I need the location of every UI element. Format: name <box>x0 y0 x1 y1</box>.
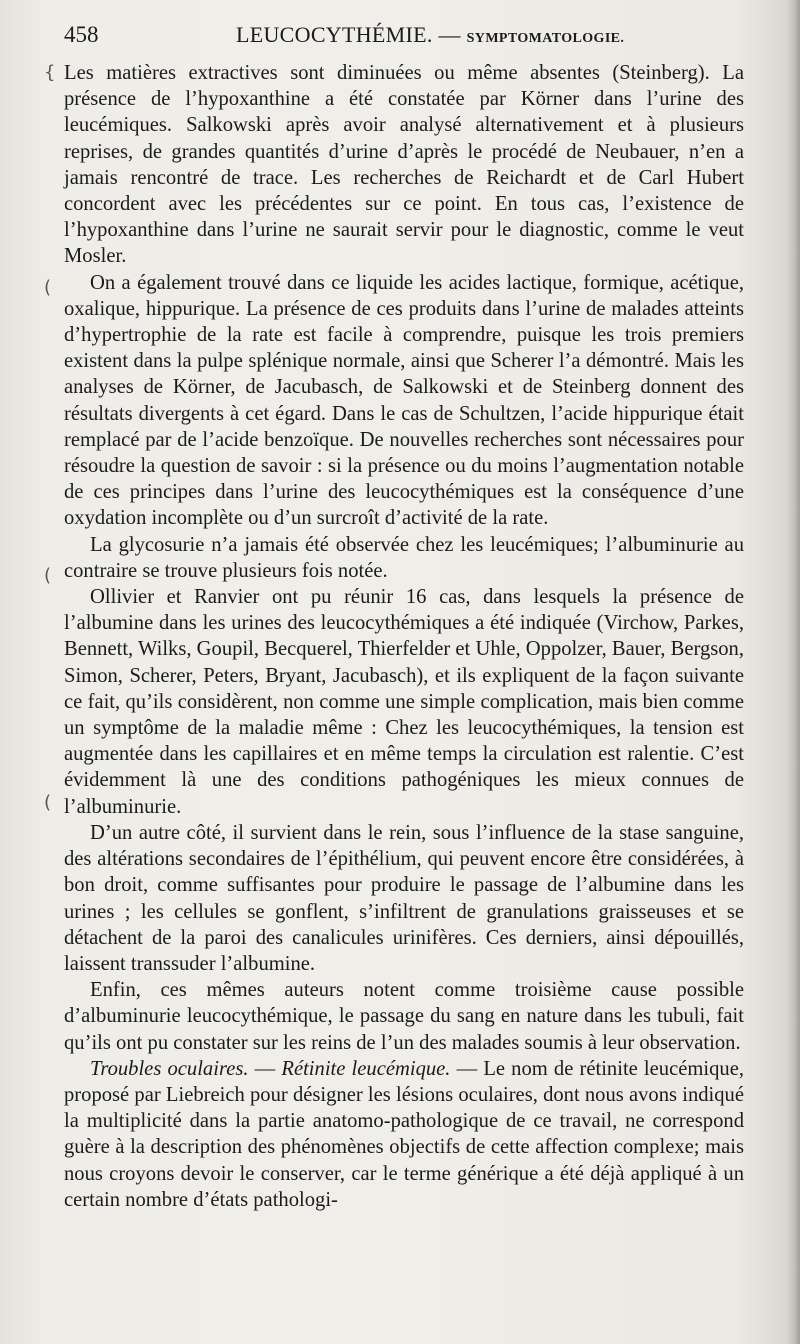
running-title-main: LEUCOCYTHÉMIE. <box>236 22 433 47</box>
paragraph: Enfin, ces mêmes auteurs notent comme troisième cause possible d’albuminurie leucocythémique, le passage du sang en nature dans les tubuli, fait qu’ils ont pu constater sur les reins de l’un des malades soumis à leur observation. <box>64 979 744 1054</box>
heading-separator: — <box>248 1057 282 1080</box>
margin-pencil-mark: { <box>44 62 56 83</box>
running-title-dash: — <box>438 22 461 47</box>
section-heading-retinite: Rétinite leucémique. <box>281 1057 451 1080</box>
heading-separator: — <box>450 1057 484 1080</box>
margin-pencil-mark: ( <box>44 565 52 586</box>
margin-pencil-mark: ( <box>44 277 52 298</box>
paragraph: Ollivier et Ranvier ont pu réunir 16 cas, dans lesquels la présence de l’albumine dans les urines des leucocythémiques a été indiquée (Virchow, Parkes, Bennett, Wilks, Goupil, Becquerel, Thierfelder et Uhle, Oppolzer, Bauer, Bergson, Simon, Scherer, Peters, Bryant, Jacubasch), et ils expliquent de la façon suivante ce fait, qu’ils considèrent, non comme une simple complication, mais bien comme un symptôme de la maladie même : Chez les leucocythémiques, la tension est augmentée dans les capillaires et en même temps la circulation est ralentie. C’est évidemment là une des conditions pathogéniques les mieux connues de l’albuminurie. <box>64 586 744 818</box>
paragraph: D’un autre côté, il survient dans le rein, sous l’influence de la stase sanguine, des altérations secondaires de l’épithélium, qui peuvent encore être considérées, à bon droit, comme suffisantes pour produire le passage de l’albumine dans les urines ; les cellules se gonflent, s’infiltrent de granulations graisseuses et se détachent de la paroi des canalicules urinifères. Ces derniers, ainsi dépouillés, laissent transsuder l’albumine. <box>64 821 744 975</box>
section-heading-troubles-oculaires: Troubles oculaires. <box>90 1057 249 1080</box>
paragraph: La glycosurie n’a jamais été observée chez les leucémiques; l’albuminurie au contraire se trouve plusieurs fois notée. <box>64 533 744 582</box>
margin-pencil-mark: ( <box>44 792 52 813</box>
paragraph: On a également trouvé dans ce liquide les acides lactique, formique, acétique, oxalique, hippurique. La présence de ces produits dans l’urine de malades atteints d’hypertrophie de la rate est facile à comprendre, puisque les trois premiers existent dans la pulpe splénique normale, ainsi que Scherer l’a démontré. Mais les analyses de Körner, de Jacubasch, de Salkowski et de Steinberg donnent des résultats divergents à cet égard. Dans le cas de Schultzen, l’acide hippurique était remplacé par de l’acide benzoïque. De nouvelles recherches sont nécessaires pour résoudre la question de savoir : si la présence ou du moins l’augmentation notable de ces principes dans l’urine des leucocythémiques est la conséquence d’une oxydation incomplète ou d’un surcroît d’activité de la rate. <box>64 271 744 530</box>
running-title-subtitle: SYMPTOMATOLOGIE. <box>466 31 625 46</box>
running-title <box>236 22 624 48</box>
paragraph-retinite <box>64 1056 744 1213</box>
paragraph: Les matières extractives sont diminuées ou même absentes (Steinberg). La présence de l’hypoxanthine a été constatée par Körner dans l’urine des leucémiques. Salkowski après avoir analysé alternativement et à plusieurs reprises, de grandes quantités d’urine d’après le procédé de Neubauer, n’en a jamais rencontré de trace. Les recherches de Reichardt et de Carl Hubert concordent avec les précédentes sur ce point. En tous cas, l’existence de l’hypoxanthine dans l’urine ne saurait servir pour le diagnostic, comme le veut Mosler. <box>64 62 744 268</box>
page-number: 458 <box>64 22 99 47</box>
paragraph-body: Le nom de rétinite leucémique, proposé par Liebreich pour désigner les lésions oculaires, dont nous avons indiqué la multiplicité dans la partie anatomo-pathologique de ce travail, ne correspond guère à la description des phénomènes objectifs de cette affection complexe; mais nous croyons devoir le conserver, car le terme générique a été déjà appliqué à un certain nombre d’états pathologi- <box>64 1057 744 1211</box>
page-spine-shadow <box>786 0 800 1344</box>
running-header <box>64 22 744 52</box>
body-text <box>64 60 744 1213</box>
